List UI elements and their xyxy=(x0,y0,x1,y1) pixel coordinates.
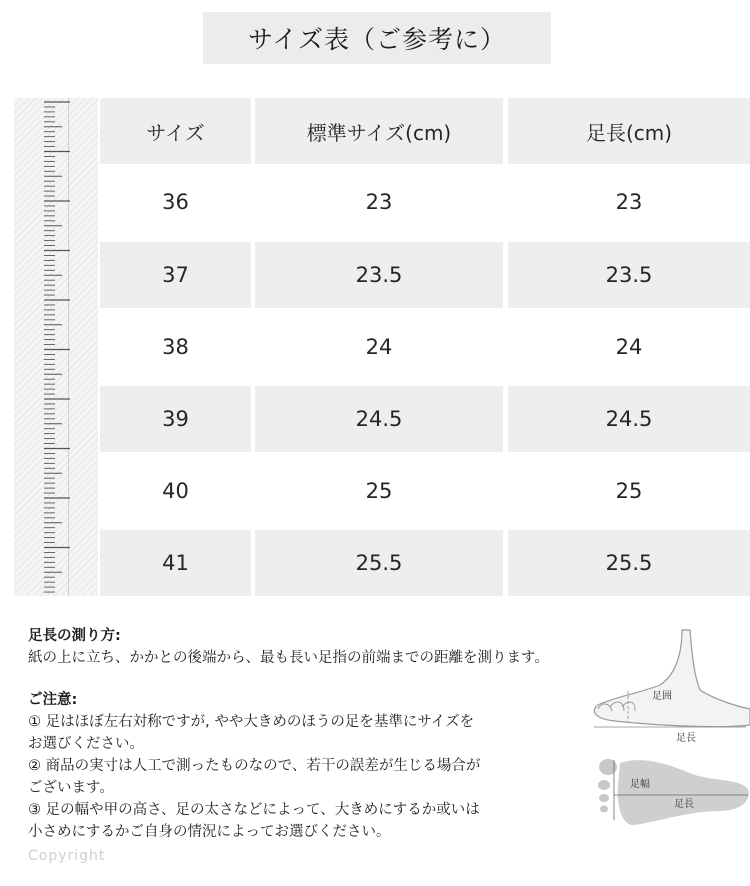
table-cell-foot-length: 23.5 xyxy=(508,242,750,308)
caution-heading: ご注意: xyxy=(28,692,78,708)
table-cell-size: 36 xyxy=(162,190,189,214)
measure-text: 紙の上に立ち、かかとの後端から、最も長い足指の前端までの距離を測ります。 xyxy=(28,650,549,666)
caution-line: ① 足はほぼ左右対称ですが, やや大きめのほうの足を基準にサイズを xyxy=(28,714,475,730)
size-table xyxy=(100,98,750,596)
caution-line: 小さめにするかご自身の情況によってお選びください。 xyxy=(28,824,391,840)
sole-print-icon xyxy=(618,760,749,825)
header-standard-size: 標準サイズ(cm) xyxy=(255,98,503,164)
measure-heading: 足長の測り方: xyxy=(28,628,121,644)
table-cell-size: 40 xyxy=(162,479,189,503)
caution-line: ございます。 xyxy=(28,780,114,796)
table-cell-standard: 25.5 xyxy=(255,530,503,596)
foot-sole-diagram xyxy=(590,745,750,830)
table-cell-standard: 23.5 xyxy=(255,242,503,308)
table-cell-size: 39 xyxy=(100,386,251,452)
label-foot-width: 足幅 xyxy=(630,779,650,790)
ruler-ticks xyxy=(14,98,98,596)
table-cell-foot-length: 24 xyxy=(615,335,643,359)
foot-side-diagram xyxy=(590,625,750,750)
header-foot-length: 足長(cm) xyxy=(508,98,750,164)
ruler-strip xyxy=(14,98,98,596)
table-cell-size: 41 xyxy=(100,530,251,596)
table-cell-foot-length: 24.5 xyxy=(508,386,750,452)
table-cell-size: 38 xyxy=(162,335,189,359)
table-cell-size: 37 xyxy=(100,242,251,308)
table-cell-standard: 24.5 xyxy=(255,386,503,452)
table-cell-standard: 23 xyxy=(365,190,393,214)
label-side-foot-length: 足長 xyxy=(676,733,696,744)
table-cell-foot-length: 25 xyxy=(615,479,643,503)
label-foot-girth: 足囲 xyxy=(652,691,672,702)
table-cell-standard: 25 xyxy=(365,479,393,503)
table-cell-foot-length: 23 xyxy=(615,190,643,214)
toe-print-icon xyxy=(600,806,608,813)
table-cell-foot-length: 25.5 xyxy=(508,530,750,596)
copyright-watermark: Copyright xyxy=(28,848,106,864)
caution-line: ③ 足の幅や甲の高さ、足の太さなどによって、大きめにするか或いは xyxy=(28,802,480,818)
toe-print-icon xyxy=(599,794,609,802)
foot-side-outline-icon xyxy=(594,630,750,727)
label-sole-foot-length: 足長 xyxy=(674,799,694,810)
notes-section xyxy=(28,625,668,843)
page-title: サイズ表（ご参考に） xyxy=(203,12,551,64)
caution-line: お選びください。 xyxy=(28,736,144,752)
caution-line: ② 商品の実寸は人工で測ったものなので、若干の誤差が生じる場合が xyxy=(28,758,481,774)
toe-print-icon xyxy=(598,780,610,790)
table-cell-standard: 24 xyxy=(365,335,393,359)
header-size: サイズ xyxy=(100,98,251,164)
